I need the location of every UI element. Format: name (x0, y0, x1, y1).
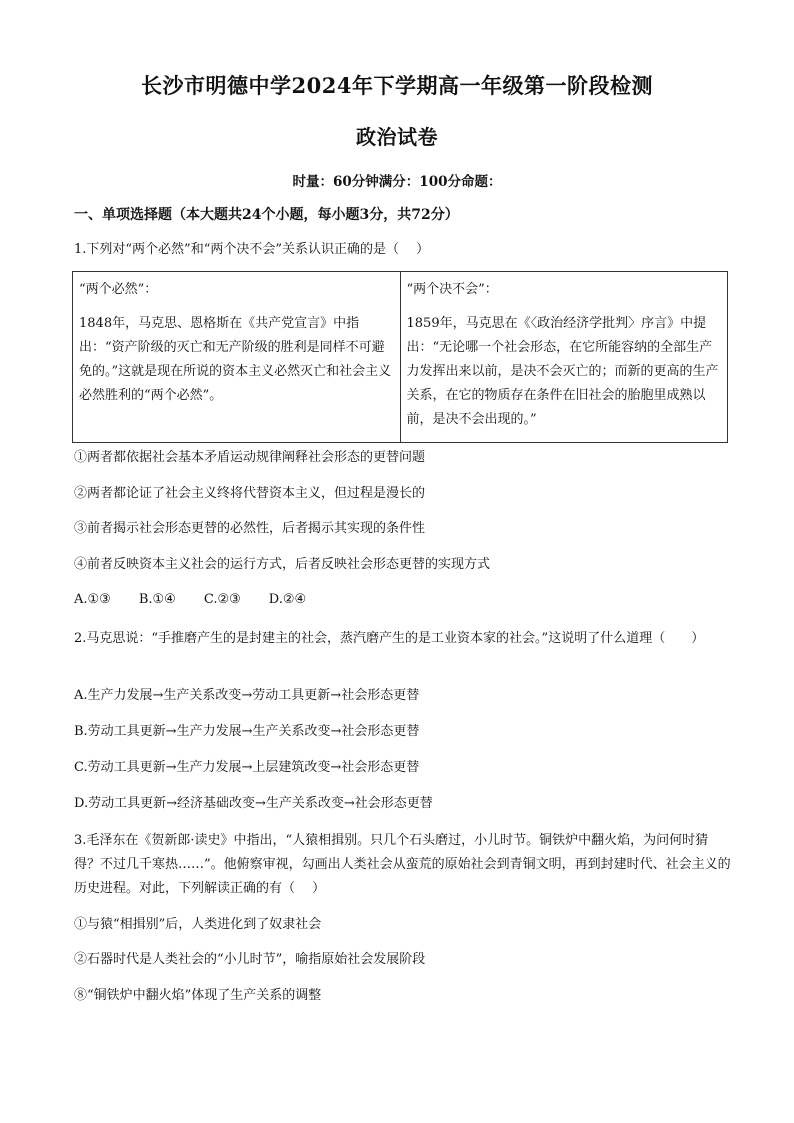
question-2-option-d: D.劳动工具更新→经济基础改变→生产关系改变→社会形态更替 (74, 796, 433, 811)
exam-meta: 时量：60分钟满分：100分命题： (292, 174, 502, 190)
question-1-item-4: ④前者反映资本主义社会的运行方式，后者反映社会形态更替的实现方式 (74, 557, 491, 572)
option-c: C.②③ (203, 592, 241, 607)
section-heading: 一、单项选择题（本大题共24个小题，每小题3分，共72分） (74, 207, 459, 223)
exam-title: 长沙市明德中学2024年下学期高一年级第一阶段检测 (141, 73, 653, 98)
question-1-item-2: ②两者都论证了社会主义终将代替资本主义，但过程是漫长的 (74, 486, 426, 501)
exam-subtitle: 政治试卷 (356, 125, 438, 149)
question-2-option-b: B.劳动工具更新→生产力发展→生产关系改变→社会形态更替 (74, 724, 420, 739)
question-1-item-3: ③前者揭示社会形态更替的必然性，后者揭示其实现的条件性 (74, 521, 426, 536)
table-cell-left-heading: “两个必然”： (79, 282, 158, 297)
question-1-item-1: ①两者都依据社会基本矛盾运动规律阐释社会形态的更替问题 (74, 450, 426, 465)
question-2-stem: 2.马克思说：“手推磨产生的是封建主的社会，蒸汽磨产生的是工业资本家的社会。”这说明了什么道理（ ） (74, 631, 705, 646)
question-2-option-a: A.生产力发展→生产关系改变→劳动工具更新→社会形态更替 (74, 688, 420, 703)
question-3-stem: 3.毛泽东在《贺新郎·读史》中指出，“人猿相揖别。只几个石头磨过，小儿时节。铜铁炉中翻火焰，为问何时猜得？不过几千寒热……”。他俯察审视，勾画出人类社会从蛮荒的原始社会到青铜文明，再到封建时代、社会主义的历史进程。对此，下列解读正确的有（ ） (74, 833, 731, 896)
comparison-table (72, 271, 728, 443)
option-a: A.①③ (74, 592, 111, 607)
question-3-item-3: ⑧“铜铁炉中翻火焰”体现了生产关系的调整 (74, 988, 322, 1003)
question-3-item-1: ①与猿“相揖别”后，人类进化到了奴隶社会 (74, 917, 322, 932)
table-cell-right-heading: “两个决不会”： (406, 282, 498, 297)
table-cell-left (73, 272, 401, 443)
question-1-options (74, 592, 306, 607)
question-1-stem: 1.下列对“两个必然”和“两个决不会”关系认识正确的是（ ） (74, 242, 430, 257)
question-2-option-c: C.劳动工具更新→生产力发展→上层建筑改变→社会形态更替 (74, 760, 420, 775)
option-d: D.②④ (268, 592, 307, 607)
table-cell-right (400, 272, 728, 443)
option-b: B.①④ (138, 592, 176, 607)
table-cell-left-body: 1848年，马克思、恩格斯在《共产党宣言》中指出：“资产阶级的灭亡和无产阶级的胜利是同样不可避免的。”这就是现在所说的资本主义必然灭亡和社会主义必然胜利的“两个必然”。 (79, 316, 392, 403)
question-3-item-2: ②石器时代是人类社会的“小儿时节”，喻指原始社会发展阶段 (74, 952, 426, 967)
table-cell-right-body: 1859年，马克思在《〈政治经济学批判〉序言》中提出：“无论哪一个社会形态，在它所能容纳的全部生产力发挥出来以前，是决不会灭亡的；而新的更高的生产关系，在它的物质存在条件在旧社会的胎胞里成熟以前，是决不会出现的。” (406, 316, 719, 427)
